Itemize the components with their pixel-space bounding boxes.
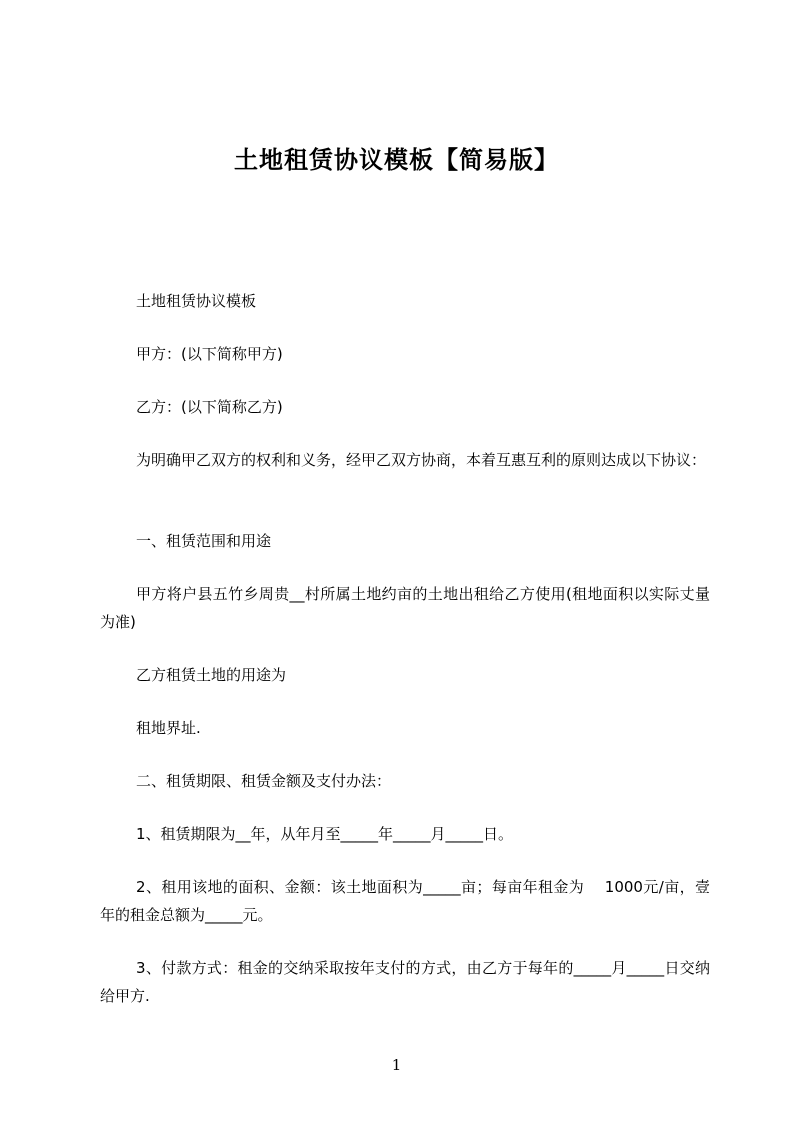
section-heading-scope: 一、租赁范围和用途: [136, 532, 272, 550]
document-title: 土地租赁协议模板【简易版】: [234, 146, 559, 174]
paragraph-boundary: 租地界址.: [136, 719, 201, 737]
paragraph-party-b: 乙方：(以下简称乙方): [136, 398, 283, 416]
page-number: 1: [391, 1056, 402, 1074]
paragraph-term: 1、租赁期限为__年，从年月至_____年_____月_____日。: [136, 825, 514, 843]
section-heading-term: 二、租赁期限、租赁金额及支付办法：: [136, 772, 392, 790]
paragraph-area-amount: 2、租用该地的面积、金额：该土地面积为_____亩；每亩年租金为 1000元/亩，壹年的租金总额为_____元。: [100, 878, 710, 924]
paragraph-party-a: 甲方：(以下简称甲方): [136, 345, 283, 363]
paragraph-preamble: 为明确甲乙双方的权利和义务，经甲乙双方协商，本着互惠互利的原则达成以下协议：: [136, 451, 707, 469]
paragraph-scope: 甲方将户县五竹乡周贵__村所属土地约亩的土地出租给乙方使用(租地面积以实际丈量为准): [100, 585, 710, 631]
paragraph-template-name: 土地租赁协议模板: [136, 292, 257, 310]
paragraph-payment: 3、付款方式：租金的交纳采取按年支付的方式，由乙方于每年的_____月_____日交纳给甲方.: [100, 959, 710, 1005]
paragraph-usage: 乙方租赁土地的用途为: [136, 666, 287, 684]
